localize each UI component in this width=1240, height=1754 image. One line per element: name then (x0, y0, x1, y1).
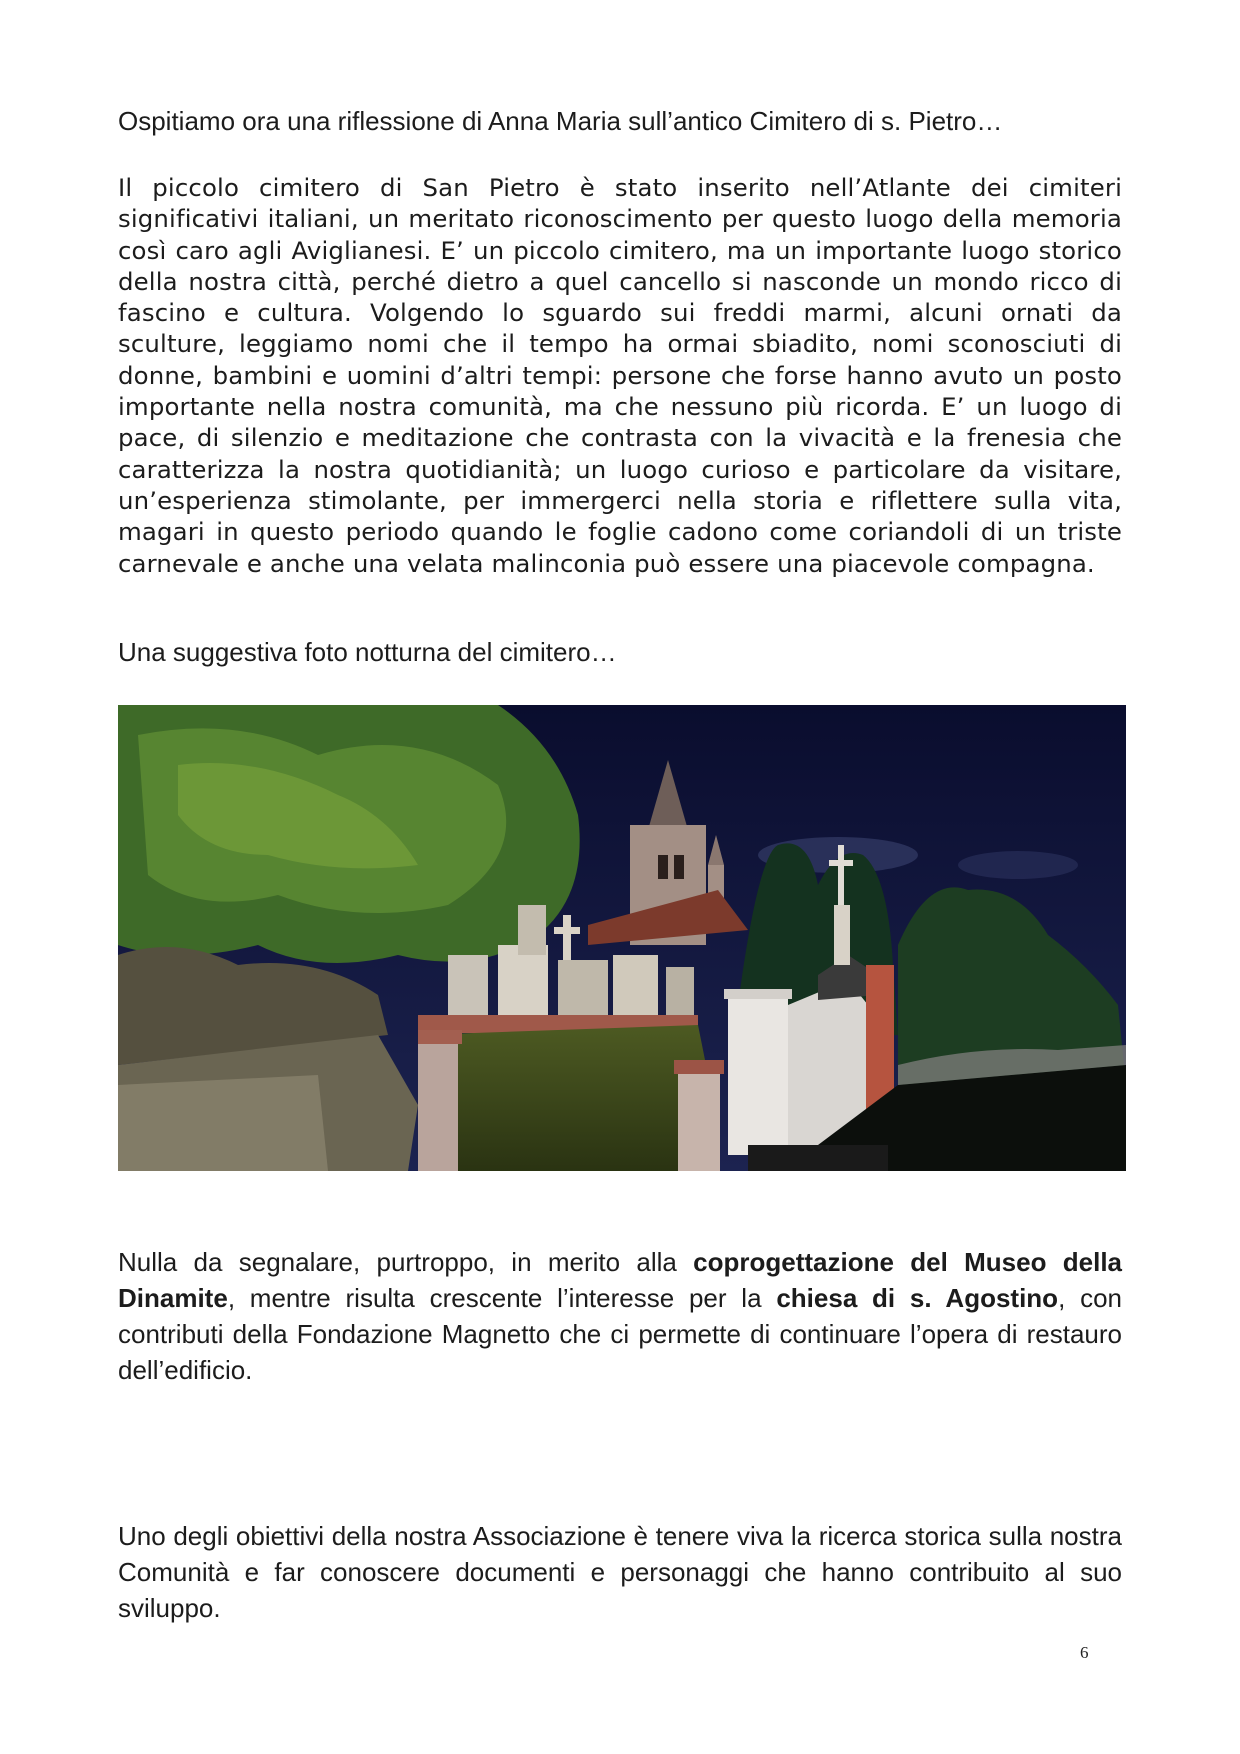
update-text-2: , mentre risulta crescente l’interesse per la (227, 1283, 777, 1313)
museum-dinamite-bold: coprogettazione del Museo della Dinamite (118, 1247, 1122, 1313)
cemetery-night-photo (118, 705, 1126, 1171)
museum-church-update-paragraph (118, 1244, 1122, 1388)
cemetery-reflection-paragraph: Il piccolo cimitero di San Pietro è stato inserito nell’Atlante dei cimiteri significativi italiani, un meritato riconoscimento per questo luogo della memoria così caro agli Aviglianesi. E’ un piccolo cimitero, ma un importante luogo storico della nostra città, perché dietro a quel cancello si nasconde un mondo ricco di fascino e cultura. Volgendo lo sguardo sui freddi marmi, alcuni ornati da sculture, leggiamo nomi che il tempo ha ormai sbiadito, nomi sconosciuti di donne, bambini e uomini d’altri tempi: persone che forse hanno avuto un posto importante nella nostra comunità, ma che nessuno più ricorda. E’ un luogo di pace, di silenzio e meditazione che contrasta con la vivacità e la frenesia che caratterizza la nostra quotidianità; un luogo curioso e particolare da visitare, un’esperienza stimolante, per immergerci nella storia e riflettere sulla vita, magari in questo periodo quando le foglie cadono come coriandoli di un triste carnevale e anche una velata malinconia può essere una piacevole compagna. (118, 173, 1122, 578)
mission-paragraph: Uno degli obiettivi della nostra Associazione è tenere viva la ricerca storica sulla nostra Comunità e far conoscere documenti e personaggi che hanno contribuito al suo sviluppo. (118, 1521, 1122, 1623)
church-agostino-bold: chiesa di s. Agostino (776, 1283, 1059, 1313)
intro-paragraph: Ospitiamo ora una riflessione di Anna Maria sull’antico Cimitero di s. Pietro… (118, 106, 1003, 136)
page-number: 6 (1080, 1643, 1089, 1662)
photo-caption: Una suggestiva foto notturna del cimitero… (118, 637, 617, 667)
update-text-1: Nulla da segnalare, purtroppo, in merito alla (118, 1247, 694, 1277)
update-text-3: , con contributi della Fondazione Magnetto che ci permette di continuare l’opera di restauro dell’edificio. (118, 1283, 1122, 1385)
